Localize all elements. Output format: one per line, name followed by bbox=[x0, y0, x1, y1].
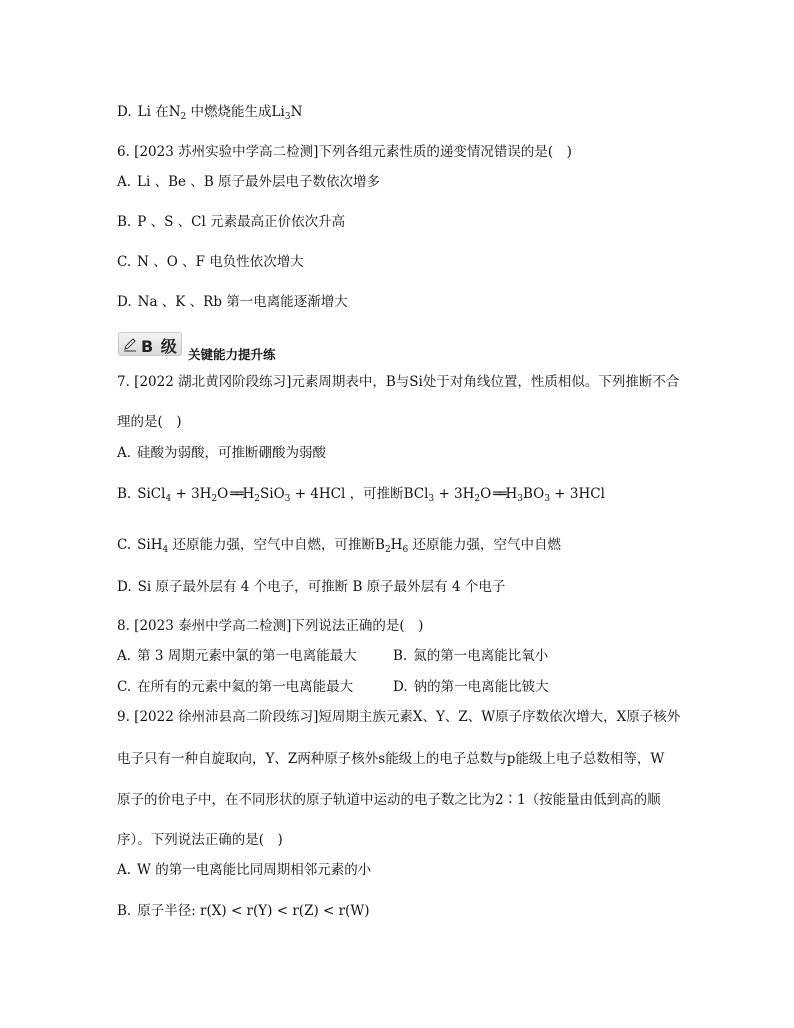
option-letter: B. bbox=[117, 903, 132, 919]
q6-stem: 6. [2023 苏州实验中学高二检测]下列各组元素性质的递变情况错误的是( ) bbox=[117, 144, 572, 160]
formula-part: SiCl bbox=[137, 486, 166, 502]
option-text: 在所有的元素中氦的第一电离能最大 bbox=[137, 679, 354, 695]
section-title: 关键能力提升练 bbox=[188, 347, 276, 362]
q8-option-a bbox=[117, 646, 357, 666]
formula-part: 还原能力强，空气中自燃 bbox=[408, 537, 561, 553]
equals-sign: ══ bbox=[230, 486, 241, 502]
formula-part: H bbox=[390, 537, 403, 553]
q8-stem: 8. [2023 泰州中学高二检测]下列说法正确的是( ) bbox=[117, 618, 424, 634]
option-letter: B. bbox=[117, 486, 132, 502]
formula-part: + 4HCl ，可推断BCl bbox=[290, 486, 429, 502]
option-text: Si 原子最外层有 4 个电子，可推断 B 原子最外层有 4 个电子 bbox=[137, 579, 506, 595]
option-letter: C. bbox=[117, 254, 132, 270]
formula-part: + 3HCl bbox=[550, 486, 605, 502]
option-text: Na 、K 、Rb 第一电离能逐渐增大 bbox=[137, 294, 348, 310]
option-letter: A. bbox=[117, 445, 132, 461]
q6-option-c bbox=[117, 252, 304, 272]
q6-option-a bbox=[117, 172, 380, 192]
q9-stem-line2: 电子只有一种自旋取向，Y、Z两种原子核外s能级上的电子总数与p能级上电子总数相等，W bbox=[117, 751, 665, 767]
formula-part: O bbox=[217, 486, 229, 502]
q7-option-d bbox=[117, 577, 505, 597]
option-letter: A. bbox=[117, 862, 132, 878]
option-letter: C. bbox=[117, 537, 132, 553]
q7-option-b bbox=[117, 484, 605, 504]
option-text: 硅酸为弱酸，可推断硼酸为弱酸 bbox=[137, 445, 327, 461]
option-text: Li 在N bbox=[137, 104, 181, 120]
equals-sign: ══ bbox=[493, 486, 504, 502]
option-text: 钠的第一电离能比铍大 bbox=[413, 679, 549, 695]
q7-option-c bbox=[117, 535, 561, 555]
subscript: 2 bbox=[474, 494, 481, 504]
q7-option-a bbox=[117, 443, 326, 463]
option-text: N 、O 、F 电负性依次增大 bbox=[137, 254, 304, 270]
option-letter: D. bbox=[393, 679, 408, 695]
formula-part: H bbox=[505, 486, 518, 502]
option-letter: A. bbox=[117, 174, 132, 190]
formula-part: SiO bbox=[260, 486, 285, 502]
option-letter: D. bbox=[117, 294, 132, 310]
subscript: 3 bbox=[517, 494, 524, 504]
option-text: N bbox=[290, 104, 303, 120]
formula-part: + 3H bbox=[434, 486, 475, 502]
formula-part: SiH bbox=[137, 537, 163, 553]
option-letter: A. bbox=[117, 648, 132, 664]
option-text: 氮的第一电离能比氧小 bbox=[413, 648, 549, 664]
subscript: 3 bbox=[544, 494, 550, 504]
section-level-badge bbox=[118, 332, 182, 356]
option-letter: D. bbox=[117, 579, 132, 595]
option-text: 原子半径: r(X) < r(Y) < r(Z) < r(W) bbox=[137, 903, 370, 919]
option-letter: B. bbox=[117, 214, 132, 230]
formula-part: 还原能力强，空气中自燃，可推断B bbox=[168, 537, 385, 553]
subscript: 3 bbox=[284, 494, 291, 504]
formula-part: + 3H bbox=[171, 486, 212, 502]
q9-stem-line4: 序）。下列说法正确的是( ) bbox=[117, 832, 283, 848]
option-text: 第 3 周期元素中氯的第一电离能最大 bbox=[137, 648, 357, 664]
formula-part: O bbox=[480, 486, 492, 502]
formula-part: BO bbox=[523, 486, 545, 502]
subscript: 2 bbox=[211, 494, 218, 504]
subscript: 3 bbox=[428, 494, 435, 504]
subscript: 2 bbox=[180, 112, 187, 122]
option-letter: D. bbox=[117, 104, 132, 120]
option-text: 中燃烧能生成Li bbox=[186, 104, 285, 120]
subscript: 3 bbox=[284, 112, 291, 122]
q8-option-c bbox=[117, 677, 353, 697]
subscript: 4 bbox=[162, 545, 169, 555]
q9-stem-line1: 9. [2022 徐州沛县高二阶段练习]短周期主族元素X、Y、Z、W原子序数依次增大，X原子核外 bbox=[117, 709, 681, 725]
pencil-icon bbox=[123, 336, 137, 352]
q9-option-a bbox=[117, 860, 371, 880]
formula-part: H bbox=[242, 486, 255, 502]
option-letter: C. bbox=[117, 679, 132, 695]
q6-option-d bbox=[117, 292, 348, 312]
q8-option-d bbox=[393, 677, 549, 697]
option-text: W 的第一电离能比同周期相邻元素的小 bbox=[137, 862, 372, 878]
q7-stem-line1: 7. [2022 湖北黄冈阶段练习]元素周期表中，B与Si处于对角线位置，性质相似。下列推断不合 bbox=[117, 374, 680, 390]
option-text: Li 、Be 、B 原子最外层电子数依次增多 bbox=[137, 174, 381, 190]
q5-option-d bbox=[117, 102, 302, 122]
q7-stem-line2: 理的是( ) bbox=[117, 414, 182, 430]
subscript: 4 bbox=[165, 494, 172, 504]
q9-option-b bbox=[117, 901, 369, 921]
q9-stem-line3: 原子的价电子中，在不同形状的原子轨道中运动的电子数之比为2∶1（按能量由低到高的顺 bbox=[117, 792, 661, 808]
q8-option-b bbox=[393, 646, 548, 666]
subscript: 2 bbox=[254, 494, 261, 504]
subscript: 6 bbox=[402, 545, 409, 555]
option-letter: B. bbox=[393, 648, 408, 664]
q6-option-b bbox=[117, 212, 345, 232]
option-text: P 、S 、Cl 元素最高正价依次升高 bbox=[137, 214, 346, 230]
badge-label: B 级 bbox=[141, 337, 178, 356]
subscript: 2 bbox=[384, 545, 391, 555]
